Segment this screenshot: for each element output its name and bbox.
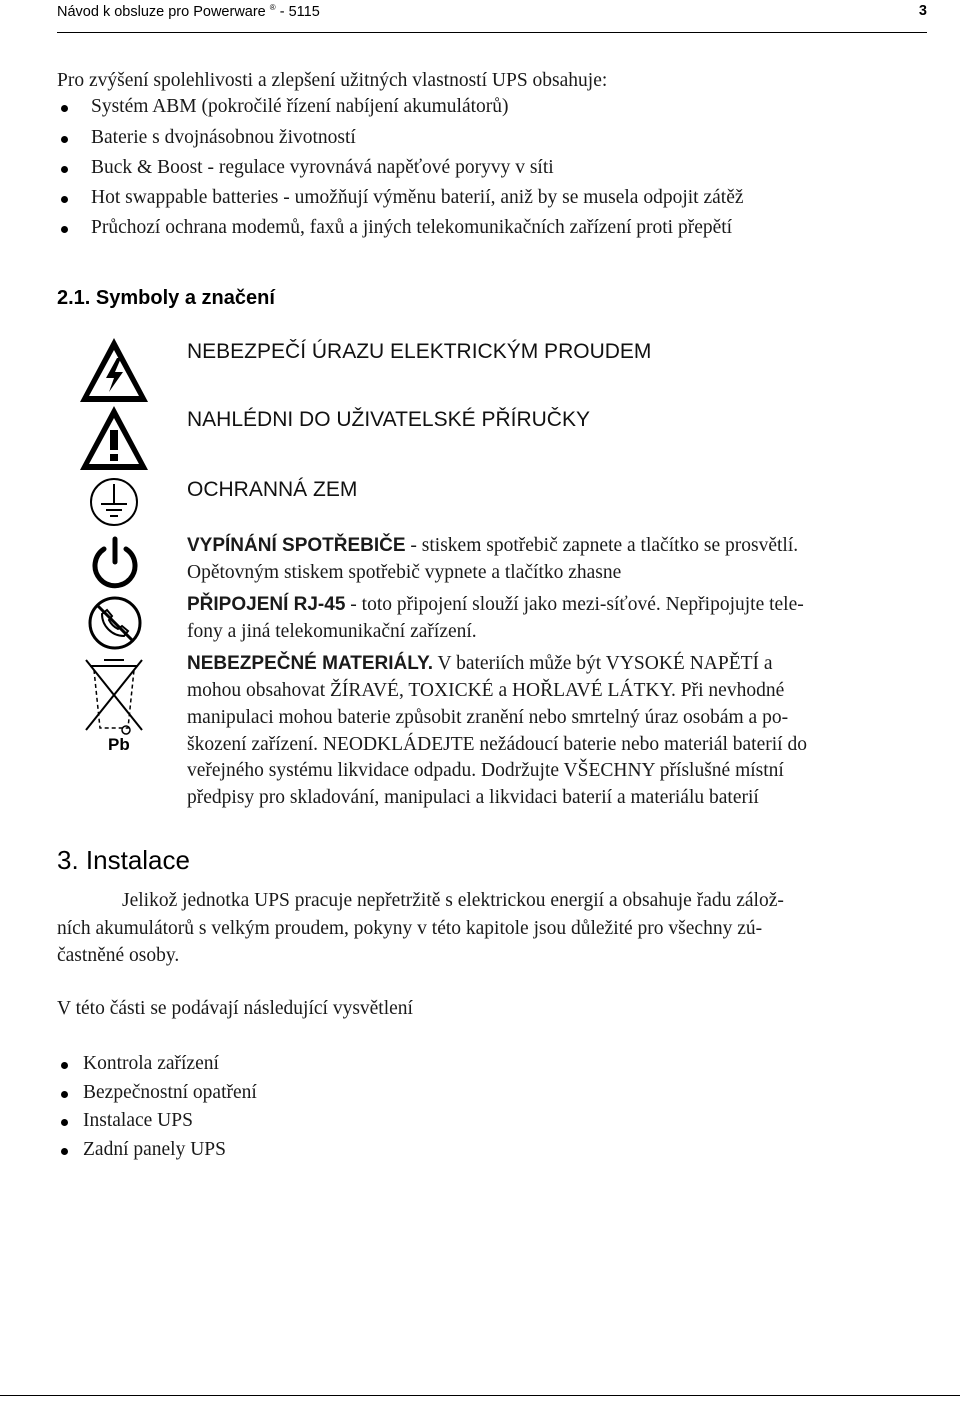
section-heading-symbols: 2.1. Symboly a značení	[57, 287, 275, 309]
symbol-power-label: VYPÍNÁNÍ SPOTŘEBIČE	[187, 535, 406, 556]
symbol-power-desc-line2: Opětovným stiskem spotřebič vypnete a tlačítko zhasne	[187, 562, 622, 583]
page-header	[57, 0, 927, 33]
section-heading-install: 3. Instalace	[57, 845, 190, 875]
bullet	[61, 105, 68, 112]
bullet	[61, 166, 68, 173]
header-model: - 5115	[275, 4, 320, 20]
protective-earth-icon	[88, 476, 140, 528]
install-item: Bezpečnostní opatření	[83, 1082, 257, 1103]
intro-item: Systém ABM (pokročilé řízení nabíjení akumulátorů)	[91, 96, 509, 117]
electric-shock-warning-icon	[78, 336, 150, 404]
symbol-hazard-line: předpisy pro skladování, manipulaci a likvidaci baterií a materiálu baterií	[187, 787, 759, 808]
no-telephone-icon	[86, 594, 144, 652]
symbol-hazard-line: mohou obsahovat ŽÍRAVÉ, TOXICKÉ a HOŘLAVÉ LÁTKY. Při nevhodné	[187, 680, 785, 701]
intro-item: Hot swappable batteries - umožňují výměnu baterií, aniž by se musela odpojit zátěž	[91, 187, 744, 208]
install-item: Kontrola zařízení	[83, 1053, 219, 1074]
symbol-rj45-desc-line2: fony a jiná telekomunikační zařízení.	[187, 621, 477, 642]
symbol-danger-title: NEBEZPEČÍ ÚRAZU ELEKTRICKÝM PROUDEM	[187, 340, 652, 363]
bullet	[61, 1148, 68, 1155]
intro-item: Baterie s dvojnásobnou životností	[91, 127, 356, 148]
install-paragraph-line: častněné osoby.	[57, 945, 180, 966]
attention-warning-icon	[78, 404, 150, 472]
symbol-hazard-label: NEBEZPEČNÉ MATERIÁLY.	[187, 653, 433, 674]
symbol-hazard-line: škození zařízení. NEODKLÁDEJTE nežádoucí baterie nebo materiál baterií do	[187, 734, 807, 755]
install-item: Instalace UPS	[83, 1110, 193, 1131]
symbol-earth-title: OCHRANNÁ ZEM	[187, 478, 358, 501]
pb-label: Pb	[108, 735, 130, 754]
symbol-power-text: - stiskem spotřebič zapnete a tlačítko se prosvětlí.	[405, 535, 799, 556]
intro-item: Průchozí ochrana modemů, faxů a jiných telekomunikačních zařízení proti přepětí	[91, 217, 733, 238]
symbol-rj45-text: - toto připojení slouží jako mezi-síťové. Nepřipojujte tele-	[345, 594, 804, 615]
symbol-hazard-desc	[187, 653, 773, 675]
symbol-hazard-line: veřejného systému likvidace odpadu. Dodržujte VŠECHNY příslušné místní	[187, 760, 784, 781]
bullet	[61, 226, 68, 233]
page-number: 3	[918, 3, 927, 19]
header-title-text: Návod k obsluze pro Powerware	[57, 4, 266, 20]
page-footer-rule	[0, 1395, 960, 1396]
intro-lead: Pro zvýšení spolehlivosti a zlepšení užitných vlastností UPS obsahuje:	[57, 70, 608, 91]
symbol-hazard-line: manipulaci mohou baterie způsobit zranění nebo smrtelný úraz osobám a po-	[187, 707, 789, 728]
install-paragraph-line: ních akumulátorů s velkým proudem, pokyny v této kapitole jsou důležité pro všechny zú-	[57, 918, 763, 939]
header-title	[57, 3, 320, 20]
bullet	[61, 196, 68, 203]
power-switch-icon	[88, 534, 142, 590]
install-paragraph-line: Jelikož jednotka UPS pracuje nepřetržitě s elektrickou energií a obsahuje řadu zálož-	[122, 890, 784, 911]
registered-mark: ®	[269, 3, 276, 12]
symbol-rj45-label: PŘIPOJENÍ RJ-45	[187, 594, 346, 615]
bullet	[61, 1062, 68, 1069]
bullet	[61, 1091, 68, 1098]
bullet	[61, 136, 68, 143]
symbol-hazard-text: V bateriích může být VYSOKÉ NAPĚTÍ a	[432, 653, 773, 674]
install-lead: V této části se podávají následující vysvětlení	[57, 998, 413, 1019]
install-item: Zadní panely UPS	[83, 1139, 226, 1160]
bullet	[61, 1119, 68, 1126]
symbol-power-desc	[187, 535, 798, 557]
symbol-rj45-desc	[187, 594, 804, 616]
symbol-manual-title: NAHLÉDNI DO UŽIVATELSKÉ PŘÍRUČKY	[187, 408, 590, 431]
intro-item: Buck & Boost - regulace vyrovnává napěťové poryvy v síti	[91, 157, 554, 178]
crossed-bin-pb-icon	[80, 656, 150, 756]
